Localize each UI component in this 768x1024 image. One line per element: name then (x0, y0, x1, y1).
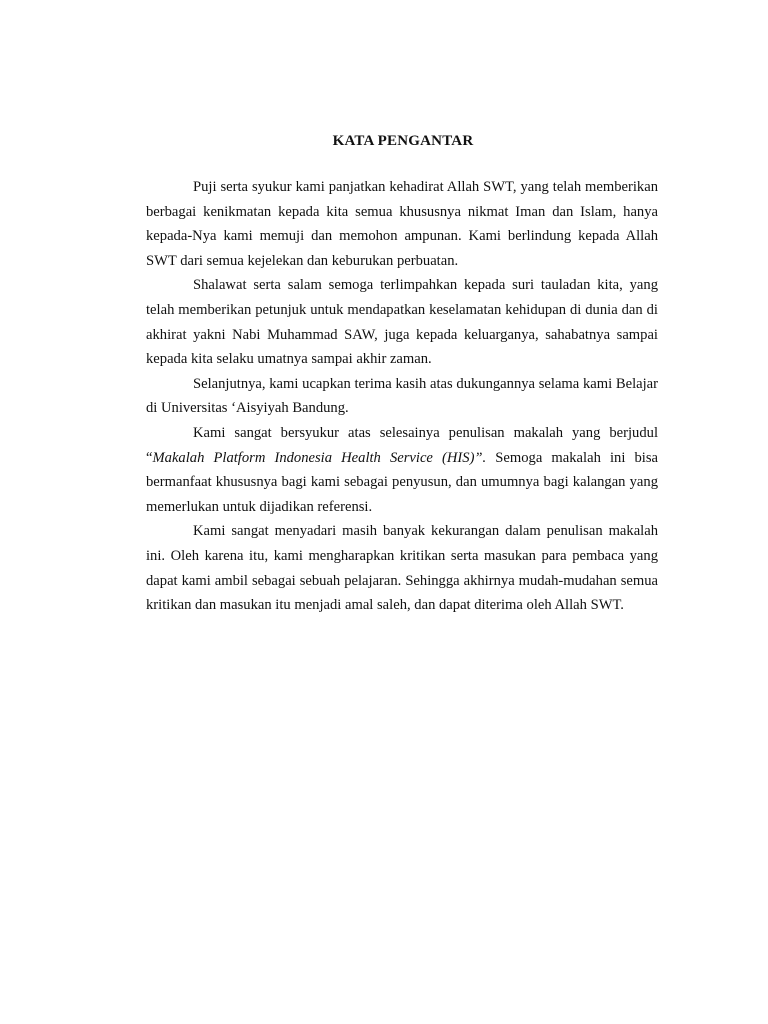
page-title: KATA PENGANTAR (332, 133, 474, 149)
paragraph-gratitude (146, 421, 658, 519)
paragraph-gratitude-start: Kami sangat bersyukur atas selesainya penulisan makalah yang berjudul “ (146, 424, 658, 466)
paragraph-gratitude-end: Semoga makalah ini bisa bermanfaat khususnya bagi kami sebagai penyusun, dan umumnya bagi kalangan yang memerlukan untuk dijadikan referensi. (146, 449, 658, 515)
paper-title-quote: Makalah Platform Indonesia Health Service (HIS)”. (152, 449, 487, 466)
document-body (146, 175, 658, 618)
paragraph-opening-praise: Puji serta syukur kami panjatkan kehadirat Allah SWT, yang telah memberikan berbagai kenikmatan kepada kita semua khususnya nikmat Iman dan Islam, hanya kepada-Nya kami memuji dan memohon ampunan. Kami berlindung kepada Allah SWT dari semua kejelekan dan keburukan perbuatan. (146, 179, 658, 269)
paragraph-closing: Kami sangat menyadari masih banyak kekurangan dalam penulisan makalah ini. Oleh karena itu, kami mengharapkan kritikan serta masukan para pembaca yang dapat kami ambil sebagai sebuah pelajaran. Sehingga akhirnya mudah-mudahan semua kritikan dan masukan itu menjadi amal saleh, dan dapat diterima oleh Allah SWT. (146, 523, 658, 614)
paragraph-shalawat: Shalawat serta salam semoga terlimpahkan kepada suri tauladan kita, yang telah memberikan petunjuk untuk mendapatkan keselamatan kehidupan di dunia dan di akhirat yakni Nabi Muhammad SAW, juga kepada keluarganya, sahabatnya sampai kepada kita selaku umatnya sampai akhir zaman. (146, 277, 658, 368)
paragraph-thanks: Selanjutnya, kami ucapkan terima kasih atas dukungannya selama kami Belajar di Universitas ‘Aisyiyah Bandung. (146, 375, 658, 417)
